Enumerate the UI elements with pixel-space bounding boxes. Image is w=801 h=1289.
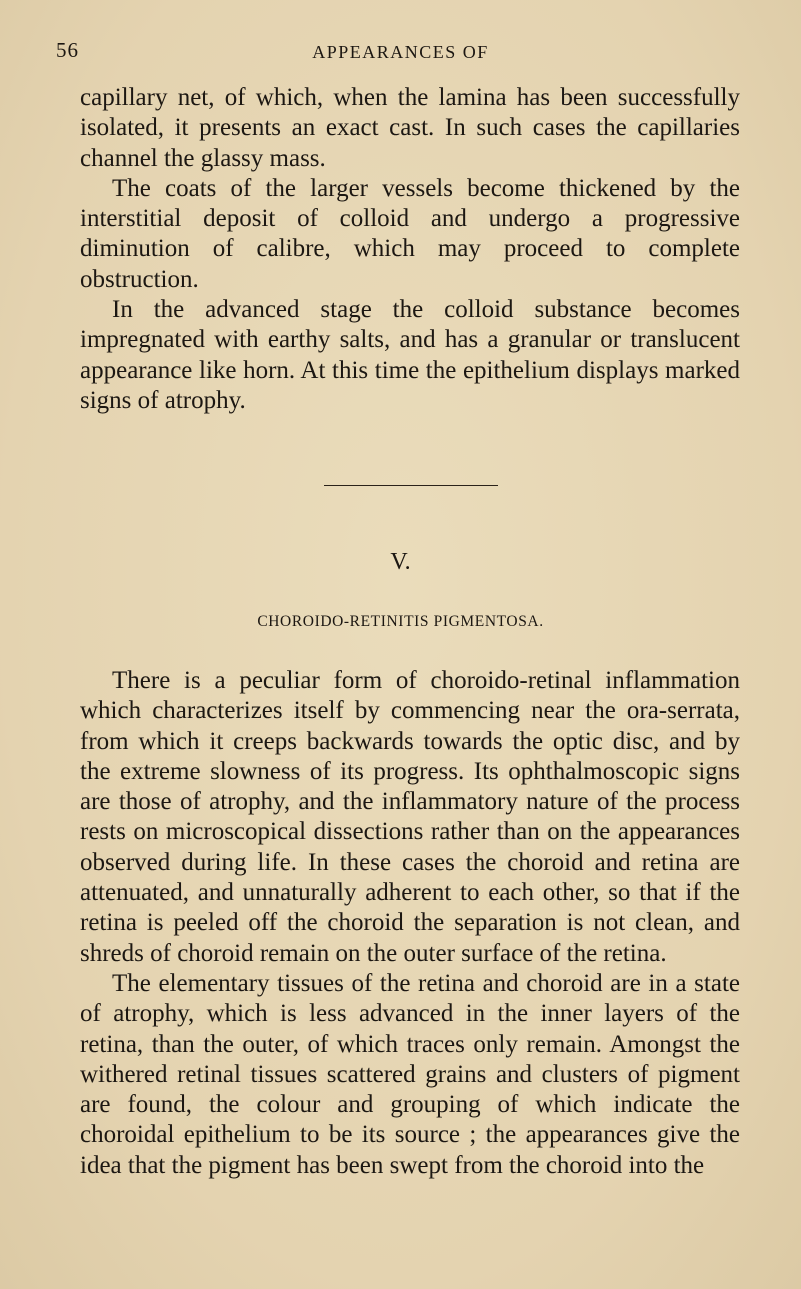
section-number: V.: [390, 549, 411, 575]
paragraph: capillary net, of which, when the lamina has been successfully isolated, it presents an exact cast. In such cases the capillaries channel the glassy mass.: [80, 84, 740, 172]
paragraph: The elementary tissues of the retina and choroid are in a state of atrophy, which is less advanced in the inner layers of the retina, than the outer, of which traces only remain. Amongst the withered retinal tissues scattered grains and clusters of pigment are found, the colour and grouping of which indicate the choroidal epithelium to be its source ; the appearances give the idea that the pigment has been swept from the choroid into the: [80, 969, 740, 1179]
bottom-text-block: [80, 666, 740, 1181]
top-text-block: [80, 83, 740, 416]
page-number: 56: [56, 38, 79, 62]
paragraph: In the advanced stage the colloid substance becomes impregnated with earthy salts, and has a granular or translucent appearance like horn. At this time the epithelium displays marked signs of atrophy.: [80, 296, 740, 414]
paragraph: There is a peculiar form of choroido-retinal inflammation which characterizes itself by commencing near the ora-serrata, from which it creeps backwards towards the optic disc, and by the extreme slowness of its progress. Its ophthalmoscopic signs are those of atrophy, and the inflammatory nature of the process rests on microscopical dissections rather than on the appearances observed during life. In these cases the choroid and retina are attenuated, and unnaturally adherent to each other, so that if the retina is peeled off the choroid the separation is not clean, and shreds of choroid remain on the outer surface of the retina.: [80, 667, 740, 967]
section-title: CHOROIDO-RETINITIS PIGMENTOSA.: [257, 613, 544, 630]
paragraph: The coats of the larger vessels become thickened by the interstitial deposit of colloid and undergo a progressive diminution of calibre, which may proceed to complete obstruction.: [80, 174, 740, 293]
section-divider-rule: [324, 485, 498, 486]
running-head: APPEARANCES OF: [312, 42, 489, 62]
